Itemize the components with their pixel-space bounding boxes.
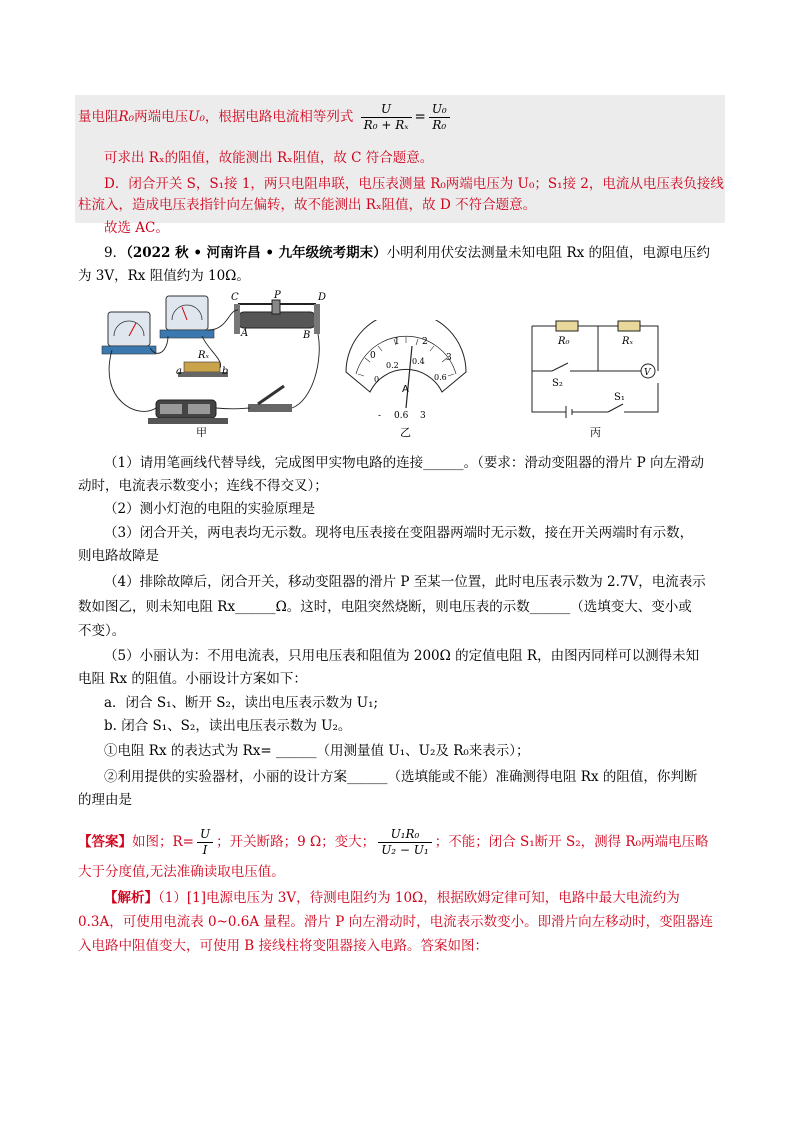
- analysis-text: （1）[1]电源电压为 3V，待测电阻约为 10Ω，根据欧姆定律可知，电路中最大电流约为: [158, 890, 680, 906]
- u0-symbol: U₀: [188, 109, 205, 125]
- voltmeter-v-label: V: [644, 368, 651, 378]
- prev-line-1: [78, 102, 453, 133]
- prev-text: 量电阻: [78, 109, 119, 125]
- battery-device: [148, 400, 228, 424]
- answer-text: 如图；R=: [132, 834, 194, 850]
- label-s2: S₂: [552, 378, 563, 389]
- ammeter-a-label: A: [402, 384, 409, 395]
- prev-line-2: 可求出 Rₓ的阻值，故能测出 Rₓ阻值，故 C 符合题意。: [104, 150, 434, 166]
- fraction-denominator: R₀: [432, 118, 447, 132]
- label-b: b: [222, 366, 229, 377]
- part-5-question-2-line-1: ②利用提供的实验器材，小丽的设计方案______（选填能或不能）准确测得电阻 Rx 的阻值，你判断: [104, 769, 698, 785]
- part-4-line-1: （4）排除故障后，闭合开关，移动变阻器的滑片 P 至某一位置，此时电压表示数为 2.7V，电流表示: [104, 574, 706, 590]
- voltmeter-device: [160, 296, 214, 338]
- prev-line-4: 柱流入，造成电压表指针向左偏转，故不能测出 Rₓ阻值，故 D 不符合题意。: [78, 197, 537, 213]
- figure-bing-caption: 丙: [590, 426, 601, 439]
- tick-0: 0: [370, 351, 376, 361]
- question-number: 9．: [104, 245, 127, 261]
- fraction-numerator: U₀: [429, 102, 450, 118]
- tick-0.2: 0.2: [386, 361, 399, 370]
- prev-line-5: 故选 AC。: [104, 220, 169, 236]
- part-1-line-1: （1）请用笔画线代替导线，完成图甲实物电路的连接______。（要求：滑动变阻器的滑片 P 向左滑动: [104, 455, 705, 471]
- equation-fraction-left: [361, 102, 412, 133]
- part-5-step-a: a．闭合 S₁、断开 S₂，读出电压表示数为 U₁;: [104, 695, 379, 711]
- tick-2: 2: [422, 337, 428, 347]
- answer-fraction-r: [197, 827, 213, 858]
- r0-symbol: R₀: [118, 109, 135, 125]
- label-b-terminal: B: [303, 330, 311, 341]
- analysis-line-3: 入电路中阻值变大，可使用 B 接线柱将变阻器接入电路。答案如图：: [78, 938, 489, 954]
- part-4-line-3: 不变）。: [78, 623, 126, 639]
- fraction-denominator: U₂ − U₁: [381, 843, 429, 857]
- fraction-numerator: U: [197, 827, 213, 843]
- part-4-line-2: 数如图乙，则未知电阻 Rx______Ω。这时，电阻突然烧断，则电压表的示数______（选填变大、变小或: [78, 599, 692, 615]
- answer-fraction-rx: [378, 827, 432, 858]
- fraction-numerator: U₁R₀: [378, 827, 432, 843]
- label-r0: R₀: [558, 336, 570, 347]
- figure-jia-circuit: [98, 290, 328, 440]
- fraction-denominator: R₀ + Rₓ: [363, 118, 409, 132]
- equation-fraction-right: [429, 102, 450, 133]
- label-p: P: [274, 290, 281, 301]
- analysis-line-1: [104, 888, 680, 908]
- answer-text: ；不能；闭合 S₁断开 S₂，测得 R₀两端电压略: [434, 834, 709, 850]
- part-5-step-b: b. 闭合 S₁、S₂，读出电压表示数为 U₂。: [104, 718, 352, 734]
- answer-tag: 【答案】: [78, 834, 132, 850]
- question-source: （2022 秋 • 河南许昌 • 九年级统考期末）: [126, 245, 387, 261]
- part-2: （2）测小灯泡的电阻的实验原理是: [104, 501, 316, 517]
- fraction-numerator: U: [361, 102, 412, 118]
- figure-bing-schematic: [528, 316, 668, 440]
- tick-0.6: 0.6: [434, 373, 447, 382]
- part-5-line-1: （5）小丽认为：不用电流表，只用电压表和阻值为 200Ω 的定值电阻 R，由图丙同样可以测得未知: [104, 648, 700, 664]
- label-a: a: [176, 366, 182, 377]
- question-text: 小明利用伏安法测量未知电阻 Rx 的阻值，电源电压约: [386, 245, 711, 261]
- label-c: C: [231, 292, 239, 303]
- label-rx: Rₓ: [198, 350, 210, 361]
- part-3-line-2: 则电路故障是: [78, 548, 159, 564]
- prev-text: ，根据电路电流相等列式: [204, 109, 354, 125]
- figure-yi-ammeter: [342, 320, 470, 440]
- question-9-stem-1: [104, 243, 710, 263]
- prev-line-3: D．闭合开关 S，S₁接 1，两只电阻串联，电压表测量 R₀两端电压为 U₀；S₁接 2，电流从电压表负接线: [104, 176, 724, 192]
- figure-jia-caption: 甲: [196, 426, 207, 439]
- analysis-line-2: 0.3A，可使用电流表 0~0.6A 量程。滑片 P 向左滑动时，电流表示数变小。即滑片向左移动时，变阻器连: [78, 914, 714, 930]
- ammeter-device: [102, 312, 156, 354]
- switch-device: [248, 386, 292, 412]
- fraction-denominator: I: [202, 843, 208, 857]
- part-1-line-2: 动时，电流表示数变小；连线不得交叉）；: [78, 478, 328, 494]
- prev-text: 两端电压: [134, 109, 189, 125]
- tick-1: 1: [394, 337, 400, 347]
- figure-yi-caption: 乙: [400, 426, 411, 439]
- question-9-stem-2: 为 3V，Rx 阻值约为 10Ω。: [78, 268, 250, 284]
- answer-line-2: 大于分度值,无法准确读取电压值。: [78, 864, 285, 880]
- tick-0-lower: 0: [374, 375, 380, 384]
- part-3-line-1: （3）闭合开关，两电表均无示数。现将电压表接在变阻器两端时无示数，接在开关两端时有示数，: [104, 525, 694, 541]
- terminal-minus: -: [378, 411, 382, 421]
- part-5-question-1: ①电阻 Rx 的表达式为 Rx= ______（用测量值 U₁、U₂及 R₀来表示）；: [104, 743, 530, 759]
- terminal-3: 3: [420, 411, 426, 421]
- answer-line-1: [78, 825, 709, 859]
- part-5-question-2-line-2: 的理由是: [78, 792, 132, 808]
- label-a-terminal: A: [241, 328, 249, 339]
- equals-sign: =: [414, 109, 426, 125]
- tick-0.4: 0.4: [412, 357, 425, 366]
- label-rx-bing: Rₓ: [622, 336, 634, 347]
- analysis-tag: 【解析】: [104, 890, 158, 906]
- terminal-0.6: 0.6: [394, 411, 409, 421]
- label-d: D: [318, 292, 327, 303]
- answer-text: ；开关断路；9 Ω；变大；: [216, 834, 376, 850]
- tick-3: 3: [446, 353, 452, 363]
- label-s1: S₁: [614, 392, 625, 403]
- part-5-line-2: 电阻 Rx 的阻值。小丽设计方案如下：: [78, 671, 307, 687]
